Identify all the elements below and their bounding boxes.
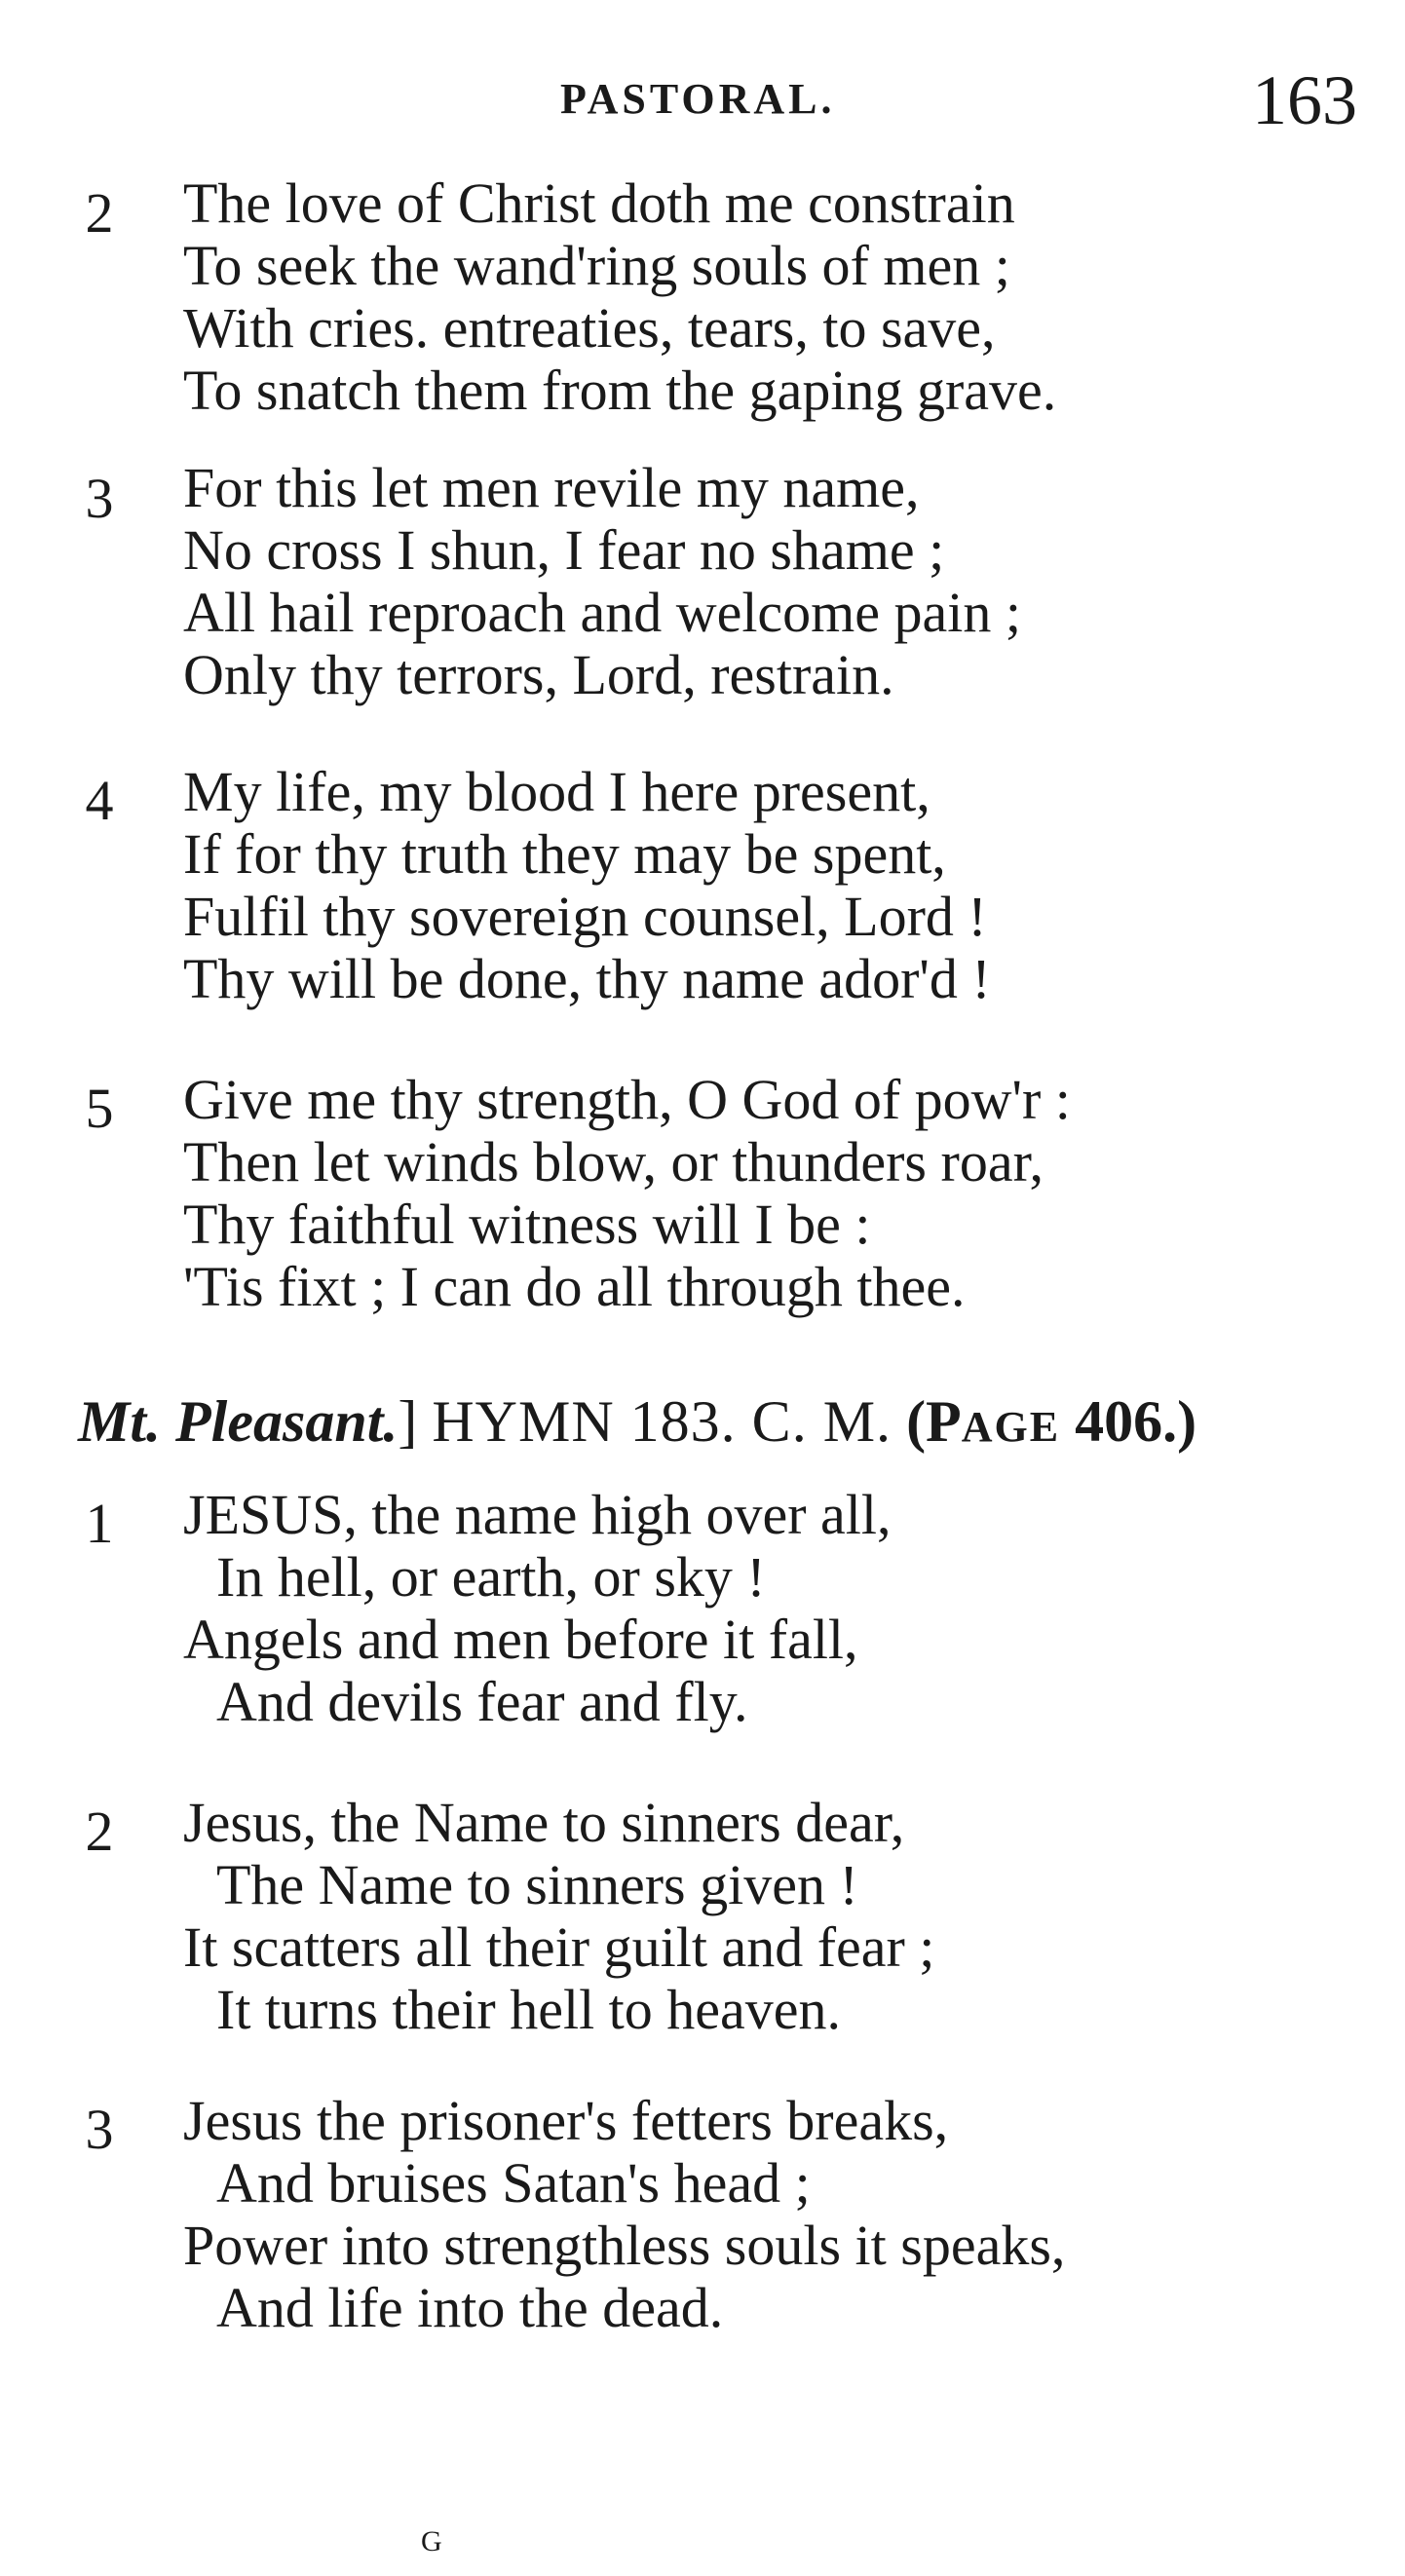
running-head: [0, 60, 1405, 138]
page-number: 163: [1252, 61, 1357, 139]
verse-line: Thy faithful witness will I be :: [183, 1193, 871, 1256]
tune-name: Mt. Pleasant.: [78, 1389, 399, 1454]
verse-line: Jesus the prisoner's fetters breaks,: [183, 2089, 949, 2152]
verse-line: It turns their hell to heaven.: [216, 1978, 842, 2041]
stanza-number: 4: [85, 769, 114, 832]
hymn-title: HYMN 183. C. M.: [432, 1389, 892, 1454]
verse-line: No cross I shun, I fear no shame ;: [183, 518, 945, 582]
stanza-number: 5: [85, 1077, 114, 1140]
verse-line: To seek the wand'ring souls of men ;: [183, 234, 1010, 297]
stanza-number: 3: [85, 467, 114, 530]
verse-line: It scatters all their guilt and fear ;: [183, 1915, 935, 1979]
verse-line: In hell, or earth, or sky !: [216, 1545, 766, 1609]
verse-line: Fulfil thy sovereign counsel, Lord !: [183, 885, 987, 948]
verse-line: Thy will be done, thy name ador'd !: [183, 947, 991, 1010]
running-title: PASTORAL.: [560, 75, 836, 123]
stanza-number: 2: [85, 181, 114, 245]
verse-line: If for thy truth they may be spent,: [183, 822, 946, 886]
verse-line: The Name to sinners given !: [216, 1853, 858, 1916]
verse-line: Jesus, the Name to sinners dear,: [183, 1791, 905, 1854]
verse-line: And life into the dead.: [216, 2276, 724, 2339]
verse-line: For this let men revile my name,: [183, 456, 920, 519]
hymn-header: [78, 1388, 1196, 1456]
verse-line: All hail reproach and welcome pain ;: [183, 581, 1022, 644]
stanza-number: 3: [85, 2098, 114, 2161]
verse-line: And devils fear and fly.: [216, 1670, 748, 1733]
verse-line: The love of Christ doth me constrain: [183, 171, 1015, 235]
verse-line: My life, my blood I here present,: [183, 760, 930, 823]
verse-line: Power into strengthless souls it speaks,: [183, 2214, 1066, 2277]
verse-line: JESUS, the name high over all,: [183, 1483, 892, 1546]
verse-line: Only thy terrors, Lord, restrain.: [183, 643, 894, 706]
signature-mark: G: [421, 2525, 442, 2557]
verse-line: And bruises Satan's head ;: [216, 2151, 811, 2215]
stanza-number: 1: [85, 1492, 114, 1555]
verse-line: Then let winds blow, or thunders roar,: [183, 1130, 1044, 1193]
verse-line: Give me thy strength, O God of pow'r :: [183, 1068, 1071, 1131]
stanza-number: 2: [85, 1799, 114, 1863]
verse-line: 'Tis fixt ; I can do all through thee.: [183, 1255, 966, 1318]
verse-line: To snatch them from the gaping grave.: [183, 359, 1057, 422]
verse-line: With cries. entreaties, tears, to save,: [183, 296, 996, 360]
verse-line: Angels and men before it fall,: [183, 1608, 858, 1671]
tune-bracket: ]: [398, 1389, 418, 1454]
page-reference: (PAGE 406.): [906, 1389, 1197, 1454]
